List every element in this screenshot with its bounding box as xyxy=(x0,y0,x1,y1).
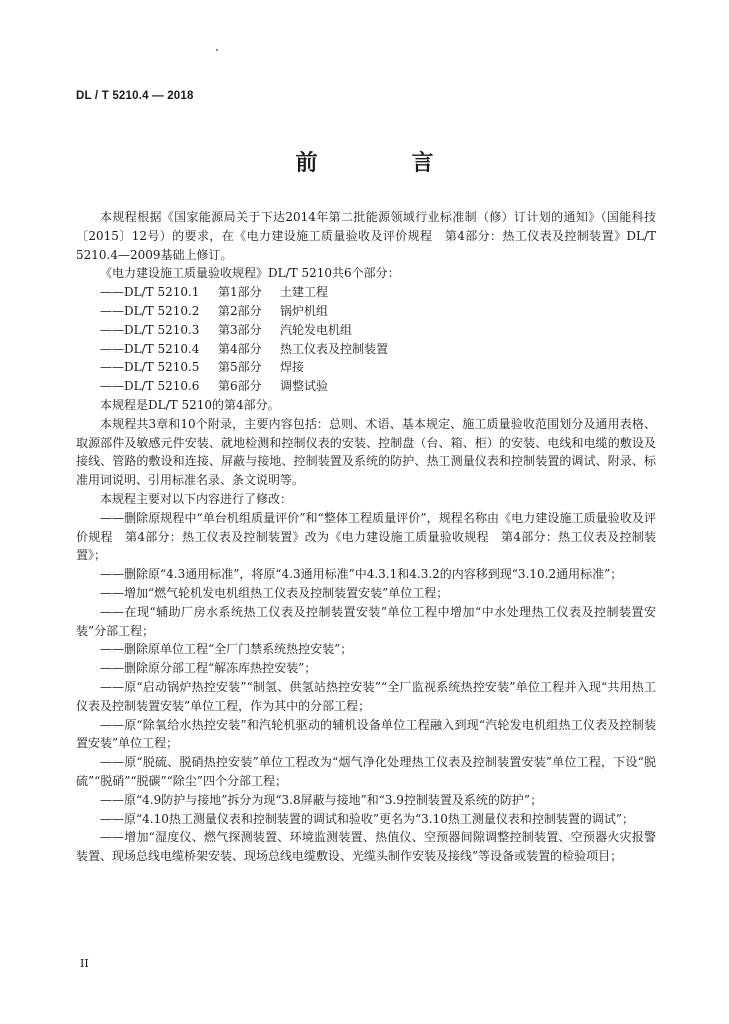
paragraph: ——原“启动锅炉热控安装”“制氢、供氢站热控安装”“全厂监视系统热控安装”单位工程并入现“共用热工仪表及控制装置安装”单位工程，作为其中的分部工程； xyxy=(76,679,656,713)
paragraph: ——删除原单位工程“全厂门禁系统热控安装”； xyxy=(100,642,353,657)
part-name: 土建工程 xyxy=(280,285,329,300)
part-number: 第1部分 xyxy=(218,285,262,300)
paragraph: 本规程共3章和10个附录，主要内容包括：总则、术语、基本规定、施工质量验收范围划分及通用表格、取源部件及敏感元件安装、就地检测和控制仪表的安装、控制盘（台、箱、柜）的安装、电线和电缆的敷设及接线、管路的敷设和连接、屏蔽与接地、控制装置及系统的防护、热工测量仪表和控制装置的调试、附录、标准用词说明、引用标准名录、条文说明等。 xyxy=(76,416,656,488)
section-title: 前 言 xyxy=(295,150,470,176)
part-code: ——DL/T 5210.3 xyxy=(100,322,200,337)
part-name: 锅炉机组 xyxy=(280,303,329,318)
document-body xyxy=(76,208,656,866)
list-item xyxy=(76,358,656,377)
part-code: ——DL/T 5210.4 xyxy=(100,341,200,356)
part-number: 第3部分 xyxy=(218,322,262,337)
paragraph: ——删除原分部工程“解冻库热控安装”； xyxy=(100,661,317,676)
part-name: 汽轮发电机组 xyxy=(280,322,353,337)
part-number: 第6部分 xyxy=(218,379,262,394)
scan-speck xyxy=(216,49,218,51)
part-name: 调整试验 xyxy=(280,379,329,394)
part-code: ——DL/T 5210.6 xyxy=(100,379,200,394)
paragraph: 本规程是DL/T 5210的第4部分。 xyxy=(100,397,280,412)
part-number: 第2部分 xyxy=(218,303,262,318)
list-item xyxy=(76,377,656,396)
parts-intro-paragraph: 《电力建设施工质量验收规程》DL/T 5210共6个部分： xyxy=(100,266,400,281)
part-name: 焊接 xyxy=(280,360,305,375)
list-item xyxy=(76,340,656,359)
paragraph: ——原“4.10热工测量仪表和控制装置的调试和验收”更名为“3.10热工测量仪表和控制装置的调试”； xyxy=(100,811,634,826)
paragraph: ——原“4.9防护与接地”拆分为现“3.8屏蔽与接地”和“3.9控制装置及系统的防护”； xyxy=(100,792,543,807)
parts-list xyxy=(76,283,656,396)
paragraph: ——删除原规程中“单台机组质量评价”和“整体工程质量评价”，规程名称由《电力建设施工质量验收及评价规程 第4部分：热工仪表及控制装置》改为《电力建设施工质量验收规程 第4部分：热工仪表及控制装置》； xyxy=(76,510,656,563)
standard-code: DL / T 5210.4 — 2018 xyxy=(76,90,194,102)
part-number: 第4部分 xyxy=(218,341,262,356)
page-number: II xyxy=(80,957,89,970)
intro-basis-paragraph: 本规程根据《国家能源局关于下达2014年第二批能源领域行业标准制（修）订计划的通知》（国能科技〔2015〕12号）的要求，在《电力建设施工质量验收及评价规程 第4部分：热工仪表及控制装置》DL/T 5210.4—2009基础上修订。 xyxy=(76,210,656,262)
part-number: 第5部分 xyxy=(218,360,262,375)
part-name: 热工仪表及控制装置 xyxy=(280,341,389,356)
list-item xyxy=(76,283,656,302)
part-code: ——DL/T 5210.1 xyxy=(100,285,200,300)
paragraph: ——删除原“4.3通用标准”，将原“4.3通用标准”中4.3.1和4.3.2的内容移到现“3.10.2通用标准”； xyxy=(100,567,623,582)
list-item xyxy=(76,321,656,340)
paragraph: ——原“除氧给水热控安装”和汽轮机驱动的辅机设备单位工程融入到现“汽轮发电机组热工仪表及控制装置安装”单位工程； xyxy=(76,717,656,751)
paragraph: ——原“脱硫、脱硝热控安装”单位工程改为“烟气净化处理热工仪表及控制装置安装”单位工程，下设“脱硫”“脱硝”“脱碳”“除尘”四个分部工程； xyxy=(76,755,656,788)
part-code: ——DL/T 5210.2 xyxy=(100,303,200,318)
paragraph: ——增加“湿度仪、燃气探测装置、环境监测装置、热值仪、空预器间隙调整控制装置、空预器火灾报警装置、现场总线电缆桥架安装、现场总线电缆敷设、光缆头制作安装及接线”等设备或装置的检验项目； xyxy=(76,830,656,864)
part-code: ——DL/T 5210.5 xyxy=(100,360,200,375)
paragraph: ——增加“燃气轮机发电机组热工仪表及控制装置安装”单位工程； xyxy=(100,585,449,600)
paragraph: ——在现“辅助厂房水系统热工仪表及控制装置安装”单位工程中增加“中水处理热工仪表及控制装置安装”分部工程； xyxy=(76,604,656,638)
list-item xyxy=(76,302,656,321)
paragraph: 本规程主要对以下内容进行了修改： xyxy=(100,491,293,506)
